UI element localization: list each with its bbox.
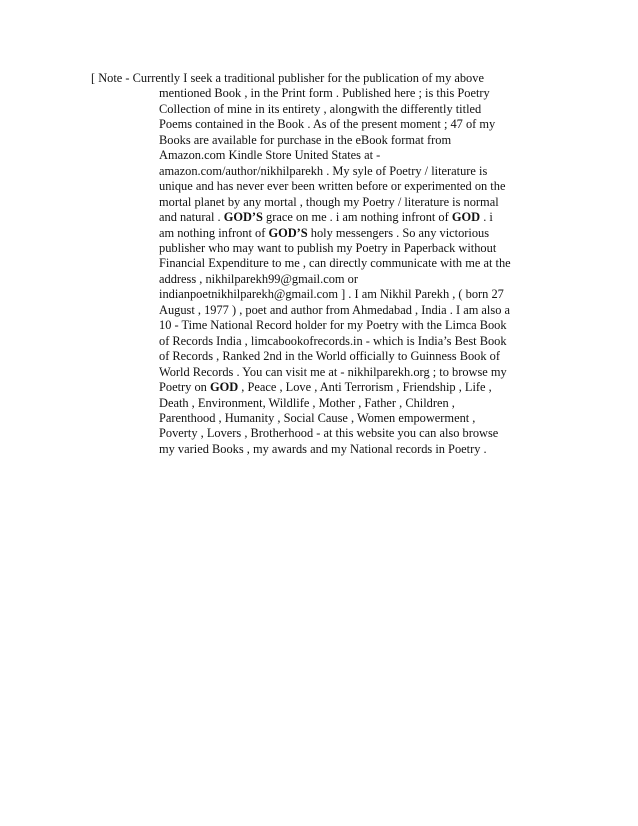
bold-term: GOD — [209, 380, 239, 395]
note-line — [91, 426, 551, 441]
note-line — [91, 334, 551, 349]
publisher-note-paragraph — [91, 71, 551, 457]
note-line — [91, 117, 551, 132]
note-text: Parenthood , Humanity , Social Cause , Women empowerment , — [159, 410, 476, 425]
note-text: and natural . — [159, 210, 224, 225]
note-text: amazon.com/author/nikhilparekh . My syle of Poetry / literature is — [159, 163, 488, 178]
note-line — [91, 256, 551, 271]
note-text: Amazon.com Kindle Store United States at - — [159, 148, 381, 163]
note-line — [91, 148, 551, 163]
note-text: Poverty , Lovers , Brotherhood - at this website you can also browse — [159, 426, 499, 441]
note-line — [91, 303, 551, 318]
bold-term: GOD’S — [223, 210, 263, 225]
note-line — [91, 380, 551, 395]
note-text: Financial Expenditure to me , can directly communicate with me at the — [159, 256, 511, 271]
note-line — [91, 210, 551, 225]
note-text: grace on me . i am nothing infront of — [262, 210, 452, 225]
note-line — [91, 365, 551, 380]
bold-term: GOD — [451, 210, 481, 225]
note-text: Poems contained in the Book . As of the present moment ; 47 of my — [159, 117, 496, 132]
note-text: of Records , Ranked 2nd in the World officially to Guinness Book of — [159, 349, 500, 364]
note-line — [91, 318, 551, 333]
note-line — [91, 287, 551, 302]
note-line — [91, 195, 551, 210]
note-text: World Records . You can visit me at - nikhilparekh.org ; to browse my — [159, 364, 507, 379]
note-text: , Peace , Love , Anti Terrorism , Friendship , Life , — [238, 380, 492, 395]
note-line — [91, 133, 551, 148]
note-text: indianpoetnikhilparekh@gmail.com ] . I am Nikhil Parekh , ( born 27 — [159, 287, 504, 302]
note-text: publisher who may want to publish my Poetry in Paperback without — [159, 240, 497, 255]
note-line — [91, 71, 551, 86]
note-line — [91, 179, 551, 194]
note-text: unique and has never ever been written before or experimented on the — [159, 179, 506, 194]
note-line — [91, 102, 551, 117]
note-line — [91, 164, 551, 179]
note-line — [91, 411, 551, 426]
note-text: of Records India , limcabookofrecords.in - which is India’s Best Book — [159, 333, 507, 348]
note-line — [91, 349, 551, 364]
note-text: mortal planet by any mortal , though my Poetry / literature is normal — [159, 194, 499, 209]
note-text: Collection of mine in its entirety , alongwith the differently titled — [159, 101, 482, 116]
note-text: 10 - Time National Record holder for my Poetry with the Limca Book — [159, 318, 507, 333]
note-line — [91, 442, 551, 457]
note-text: mentioned Book , in the Print form . Published here ; is this Poetry — [159, 86, 490, 101]
note-text: August , 1977 ) , poet and author from Ahmedabad , India . I am also a — [159, 302, 510, 317]
note-line — [91, 86, 551, 101]
note-line — [91, 272, 551, 287]
note-text: holy messengers . So any victorious — [307, 225, 490, 240]
note-text: . i — [480, 210, 493, 225]
note-text: am nothing infront of — [159, 225, 269, 240]
note-text: [ Note - Currently I seek a traditional publisher for the publication of my above — [91, 71, 484, 85]
note-text: Books are available for purchase in the eBook format from — [159, 132, 452, 147]
note-line — [91, 396, 551, 411]
note-line — [91, 241, 551, 256]
note-text: Poetry on — [159, 380, 210, 395]
bold-term: GOD’S — [268, 225, 308, 240]
note-text: Death , Environment, Wildlife , Mother , Father , Children , — [159, 395, 455, 410]
note-text: my varied Books , my awards and my National records in Poetry . — [159, 441, 487, 456]
note-text: address , nikhilparekh99@gmail.com or — [159, 271, 358, 286]
note-line — [91, 226, 551, 241]
